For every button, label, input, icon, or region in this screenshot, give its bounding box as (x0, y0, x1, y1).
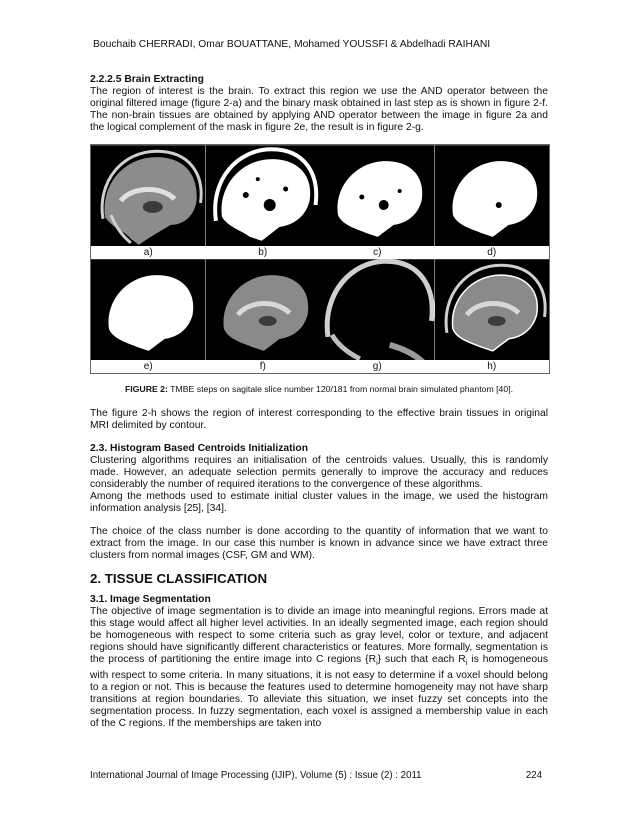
paragraph-histogram-1: Clustering algorithms requires an initialisation of the centroids values. Usually, this is randomly made. However, an adequate selection permits generally to improve the accuracy and reduces considerably the number of required iterations to the convergence of these algorithms. (90, 455, 548, 490)
panel-e (91, 259, 206, 373)
panel-label-c: c) (320, 246, 435, 259)
journal-citation: International Journal of Image Processing (IJIP), Volume (5) : Issue (2) : 2011 (90, 770, 422, 781)
segmentation-text-b: } such that each R (377, 654, 466, 665)
running-header: Bouchaib CHERRADI, Omar BOUATTANE, Mohamed YOUSSFI & Abdelhadi RAIHANI (93, 39, 491, 50)
subscript-i: i (465, 660, 468, 668)
panel-label-f: f) (206, 360, 321, 373)
panel-f (206, 259, 321, 373)
section-heading-brain-extracting: 2.2.2.5 Brain Extracting (90, 74, 204, 85)
page-body (90, 74, 548, 730)
subscript-i: i (376, 660, 378, 668)
largest-component-image (435, 145, 550, 249)
extracted-brain-image (206, 259, 321, 363)
caption-text: TMBE steps on sagitale slice number 120/181 from normal brain simulated phantom [40]. (167, 384, 514, 394)
paragraph-histogram-3: The choice of the class number is done according to the quantity of information that we want to extract from the image. In our case this number is known in advance since we have extract three clusters from normal images (CSF, GM and WM). (90, 526, 548, 561)
paragraph-histogram-2: Among the methods used to estimate initial cluster values in the image, we used the histogram information analysis [25], [34]. (90, 491, 548, 514)
contour-overlay-image (435, 259, 550, 363)
paragraph-brain-extracting: The region of interest is the brain. To extract this region we use the AND operator between the original filtered image (figure 2-a) and the binary mask obtained in last step as is shown in figure 2-f. The non-brain tissues are obtained by applying AND operator between the image in figure 2a and the logical complement of the mask in figure 2e, the result is in figure 2-g. (90, 86, 548, 133)
panel-c (320, 145, 435, 259)
caption-label: FIGURE 2: (124, 384, 168, 394)
panel-label-b: b) (206, 246, 321, 259)
panel-label-e: e) (91, 360, 206, 373)
segmentation-text-a: The objective of image segmentation is to divide an image into meaningful regions. Errors made at this stage would affect all higher level activities. In an ideally segmented image, each region should be homogeneous with respect to some criteria such as gray level, color or texture, and adjacent regions should have significantly different characteristics or features. More formally, segmentation is the process of partitioning the entire image into C regions {R (90, 606, 548, 665)
filled-mask-image (91, 259, 206, 363)
panel-label-a: a) (91, 246, 206, 259)
panel-a (91, 145, 206, 259)
panel-h (435, 259, 550, 373)
figure-2 (90, 144, 550, 374)
panel-label-d: d) (435, 246, 550, 259)
page-number: 224 (525, 770, 542, 781)
section-heading-histogram: 2.3. Histogram Based Centroids Initialization (90, 443, 308, 454)
paragraph-image-segmentation (90, 606, 548, 730)
figure-caption (90, 383, 548, 395)
panel-label-g: g) (320, 360, 435, 373)
binary-threshold-image (206, 145, 321, 249)
panel-d (435, 145, 550, 259)
page-footer (90, 770, 542, 781)
segmentation-text-c: is homogeneous with respect to some criteria. In many situations, it is not easy to determine if a voxel should belong to a region or not. This is because the features used to determine homogeneity may not have sharp transitions at region boundaries. To alleviate this situation, we inset fuzzy set concepts into the segmentation process. In fuzzy segmentation, each voxel is assigned a membership value in each of the C regions. If the memberships are taken into (90, 654, 548, 730)
panel-g (320, 259, 435, 373)
binary-mask-eroded-image (320, 145, 435, 249)
panel-label-h: h) (435, 360, 550, 373)
section-heading-image-segmentation: 3.1. Image Segmentation (90, 594, 211, 605)
section-heading-tissue-classification: 2. TISSUE CLASSIFICATION (90, 571, 268, 586)
non-brain-tissue-image (320, 259, 435, 363)
panel-b (206, 145, 321, 259)
mri-original-image (91, 145, 206, 249)
paragraph-figure-2h: The figure 2-h shows the region of interest corresponding to the effective brain tissues in original MRI delimited by contour. (90, 408, 548, 431)
